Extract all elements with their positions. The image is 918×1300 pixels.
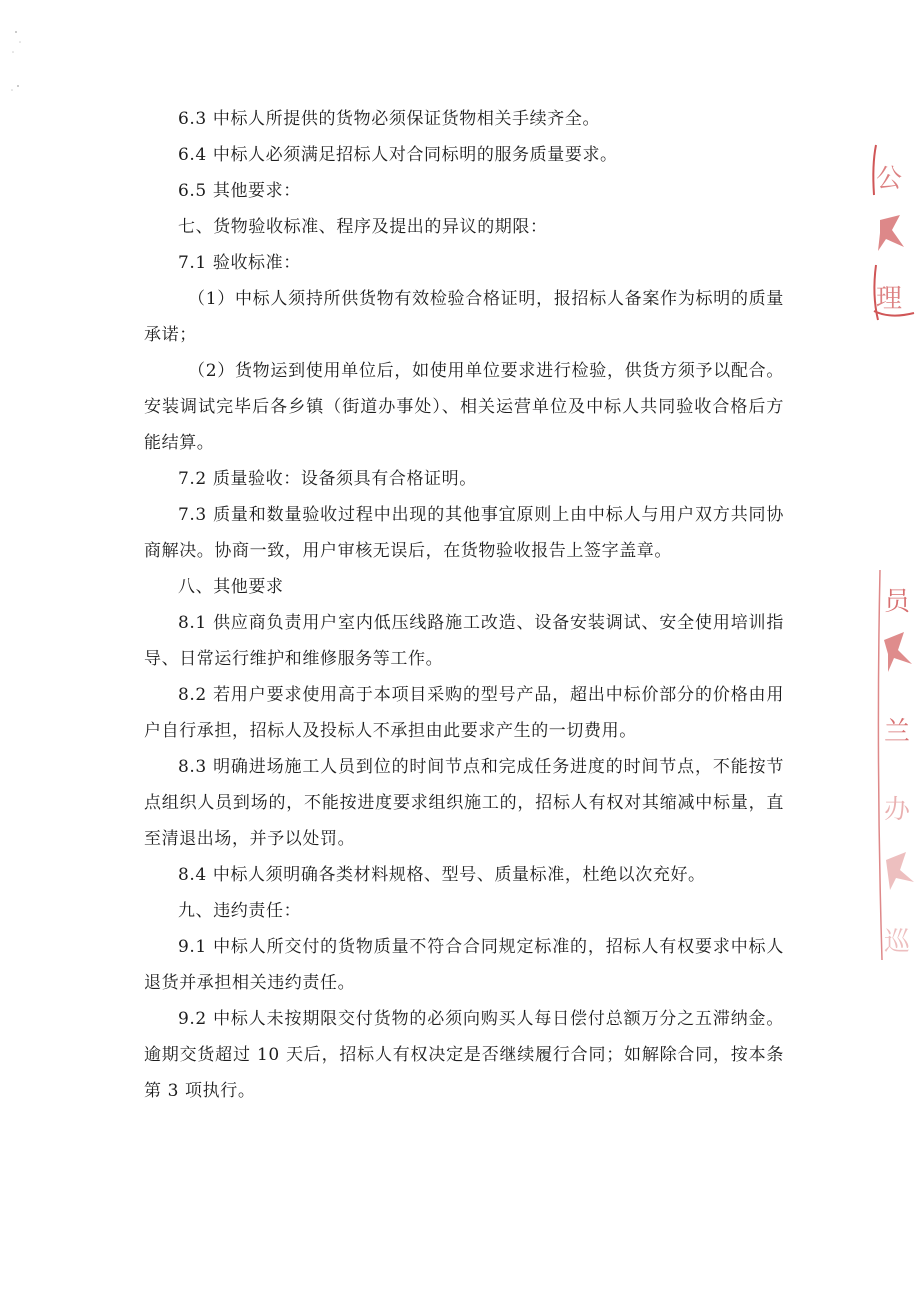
document-body xyxy=(144,101,784,1109)
paragraph-8-3: 8.3 明确进场施工人员到位的时间节点和完成任务进度的时间节点，不能按节点组织人员到场的，不能按进度要求组织施工的，招标人有权对其缩减中标量，直至清退出场，并予以处罚。 xyxy=(144,757,784,849)
paragraph-7-3: 7.3 质量和数量验收过程中出现的其他事宜原则上由中标人与用户双方共同协商解决。协商一致，用户审核无误后，在货物验收报告上签字盖章。 xyxy=(144,505,784,561)
svg-text:员: 员 xyxy=(884,587,911,617)
seal-stamp-lower xyxy=(876,560,918,970)
svg-text:公: 公 xyxy=(876,164,903,194)
paragraph-9-2: 9.2 中标人未按期限交付货物的必须向购买人每日偿付总额万分之五滞纳金。逾期交货超过 10 天后，招标人有权决定是否继续履行合同；如解除合同，按本条第 3 项执行。 xyxy=(144,1009,784,1101)
paragraph-6-4: 6.4 中标人必须满足招标人对合同标明的服务质量要求。 xyxy=(178,145,618,165)
svg-text:办: 办 xyxy=(884,795,911,825)
section-heading-7: 七、货物验收标准、程序及提出的异议的期限： xyxy=(178,217,548,237)
seal-stamp-upper xyxy=(870,135,918,335)
paragraph-8-4: 8.4 中标人须明确各类材料规格、型号、质量标准，杜绝以次充好。 xyxy=(178,865,706,885)
svg-text:巡: 巡 xyxy=(884,927,911,957)
svg-text:理: 理 xyxy=(876,284,903,314)
paragraph-7-2: 7.2 质量验收：设备须具有合格证明。 xyxy=(178,469,477,489)
paragraph-8-2: 8.2 若用户要求使用高于本项目采购的型号产品，超出中标价部分的价格由用户自行承担，招标人及投标人不承担由此要求产生的一切费用。 xyxy=(144,685,784,741)
svg-text:兰: 兰 xyxy=(884,717,911,747)
paragraph-7-1: 7.1 验收标准： xyxy=(178,253,301,273)
paragraph-7-1-item-2: （2）货物运到使用单位后，如使用单位要求进行检验，供货方须予以配合。安装调试完毕后各乡镇（街道办事处）、相关运营单位及中标人共同验收合格后方能结算。 xyxy=(144,361,784,453)
paragraph-9-1: 9.1 中标人所交付的货物质量不符合合同规定标准的，招标人有权要求中标人退货并承担相关违约责任。 xyxy=(144,937,784,993)
section-heading-9: 九、违约责任： xyxy=(178,901,302,921)
paragraph-7-1-item-1: （1）中标人须持所供货物有效检验合格证明，报招标人备案作为标明的质量承诺； xyxy=(144,289,784,345)
paragraph-6-3: 6.3 中标人所提供的货物必须保证货物相关手续齐全。 xyxy=(178,109,601,129)
paragraph-6-5: 6.5 其他要求： xyxy=(178,181,301,201)
paragraph-8-1: 8.1 供应商负责用户室内低压线路施工改造、设备安装调试、安全使用培训指导、日常运行维护和维修服务等工作。 xyxy=(144,613,784,669)
scan-specks xyxy=(4,20,28,100)
section-heading-8: 八、其他要求 xyxy=(178,577,284,597)
